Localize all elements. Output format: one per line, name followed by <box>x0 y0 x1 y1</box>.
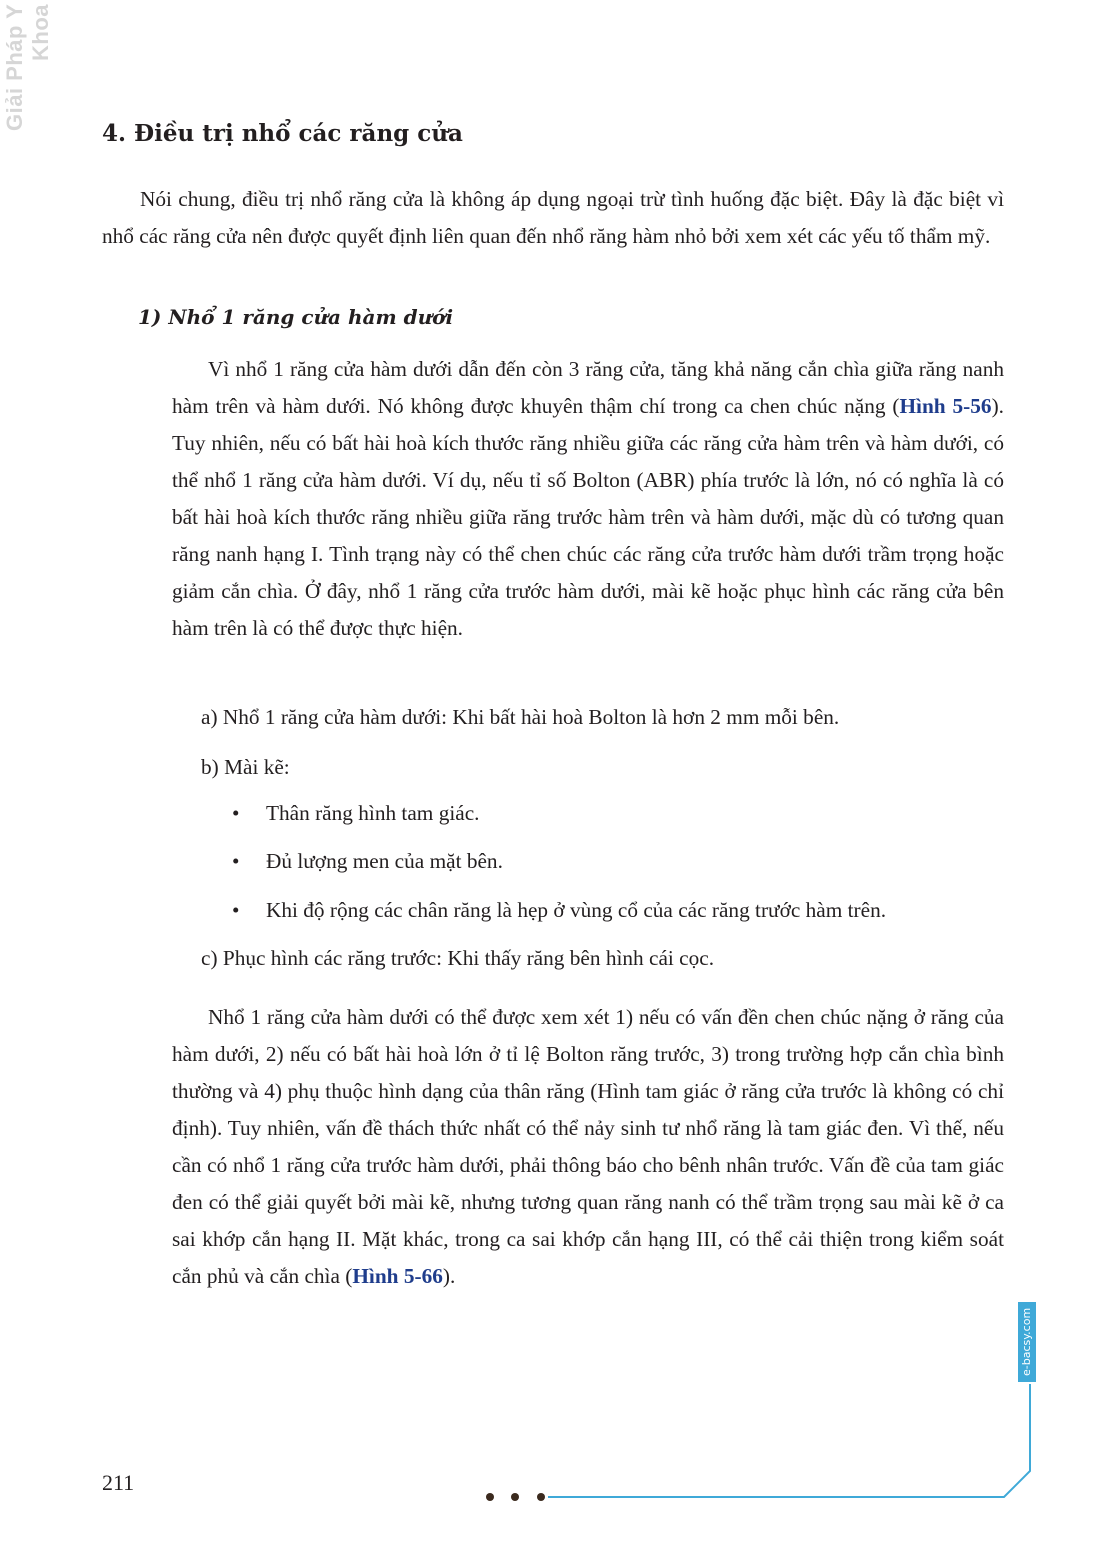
footer-dot <box>537 1493 545 1501</box>
bullet-icon: • <box>232 898 240 922</box>
bullet-text: Đủ lượng men của mặt bên. <box>266 849 503 873</box>
bullet-icon: • <box>232 849 240 873</box>
bullet-text: Thân răng hình tam giác. <box>266 801 480 825</box>
list-item-a: a) Nhổ 1 răng cửa hàm dưới: Khi bất hài hoà Bolton là hơn 2 mm mỗi bên. <box>201 705 840 729</box>
subsection-heading: 1) Nhổ 1 răng cửa hàm dưới <box>138 305 454 329</box>
paragraph-text: Vì nhổ 1 răng cửa hàm dưới dẫn đến còn 3 răng cửa, tăng khả năng cắn chìa giữa răng nanh hàm trên và hàm dưới. Nó không được khuyên thậm chí trong ca chen chúc nặng ( <box>172 357 1004 418</box>
figure-reference-link[interactable]: Hình 5-56 <box>899 394 992 418</box>
list-item-c: c) Phục hình các răng trước: Khi thấy răng bên hình cái cọc. <box>201 946 715 970</box>
paragraph-text: ). Tuy nhiên, nếu có bất hài hoà kích thước răng nhiều giữa các răng cửa hàm trên và hàm dưới, có thể nhổ 1 răng cửa hàm dưới. Ví dụ, nếu tỉ số Bolton (ABR) phía trước là lớn, nó có nghĩa là có bất hài hoà kích thước răng nhiều giữa răng trước hàm trên và hàm dưới, mặc dù có tương quan răng nanh hạng I. Tình trạng này có thể chen chúc các răng cửa trước hàm dưới trầm trọng hoặc giảm cắn chìa. Ở đây, nhổ 1 răng cửa trước hàm dưới, mài kẽ hoặc phục hình các răng cửa bên hàm trên là có thể được thực hiện. <box>172 394 1004 640</box>
accent-line <box>548 1384 1030 1497</box>
site-tag: e-bacsy.com <box>1018 1302 1036 1382</box>
section-heading: 4. Điều trị nhổ các răng cửa <box>102 120 463 147</box>
list-item-b: b) Mài kẽ: <box>201 755 290 779</box>
figure-reference-link[interactable]: Hình 5-66 <box>352 1264 443 1288</box>
bullet-text: Khi độ rộng các chân răng là hẹp ở vùng cổ của các răng trước hàm trên. <box>266 898 887 922</box>
footer-dot <box>511 1493 519 1501</box>
paragraph-extraction-rationale <box>172 351 1004 647</box>
intro-paragraph: Nói chung, điều trị nhổ răng cửa là không áp dụng ngoại trừ tình huống đặc biệt. Đây là đặc biệt vì nhổ các răng cửa nên được quyết định liên quan đến nhổ răng hàm nhỏ bởi xem xét các yếu tố thẩm mỹ. <box>102 187 1004 248</box>
page-number: 211 <box>102 1470 135 1495</box>
bullet-icon: • <box>232 801 240 825</box>
paragraph-text: ). <box>442 1264 456 1288</box>
paragraph-considerations <box>172 999 1004 1295</box>
paragraph-text: Nhổ 1 răng cửa hàm dưới có thể được xem xét 1) nếu có vấn đền chen chúc nặng ở răng của hàm dưới, 2) nếu có bất hài hoà lớn ở tỉ lệ Bolton răng trước, 3) trong trường hợp cắn chìa bình thường và 4) phụ thuộc hình dạng của thân răng (Hình tam giác ở răng cửa trước là không có chỉ định). Tuy nhiên, vấn đề thách thức nhất có thể nảy sinh tư nhổ răng là tam giác đen. Vì thế, nếu cần có nhổ 1 răng cửa trước hàm dưới, phải thông báo cho bênh nhân trước. Vấn đề của tam giác đen có thể giải quyết bởi mài kẽ, nhưng tương quan răng nanh có thể trầm trọng sau mài kẽ ở ca sai khớp cắn hạng II. Mặt khác, trong ca sai khớp cắn hạng III, có thể cải thiện trong kiểm soát cắn phủ và cắn chìa ( <box>172 1005 1004 1288</box>
footer-dot <box>486 1493 494 1501</box>
watermark-text: Giải Pháp Y Khoa <box>2 4 53 132</box>
